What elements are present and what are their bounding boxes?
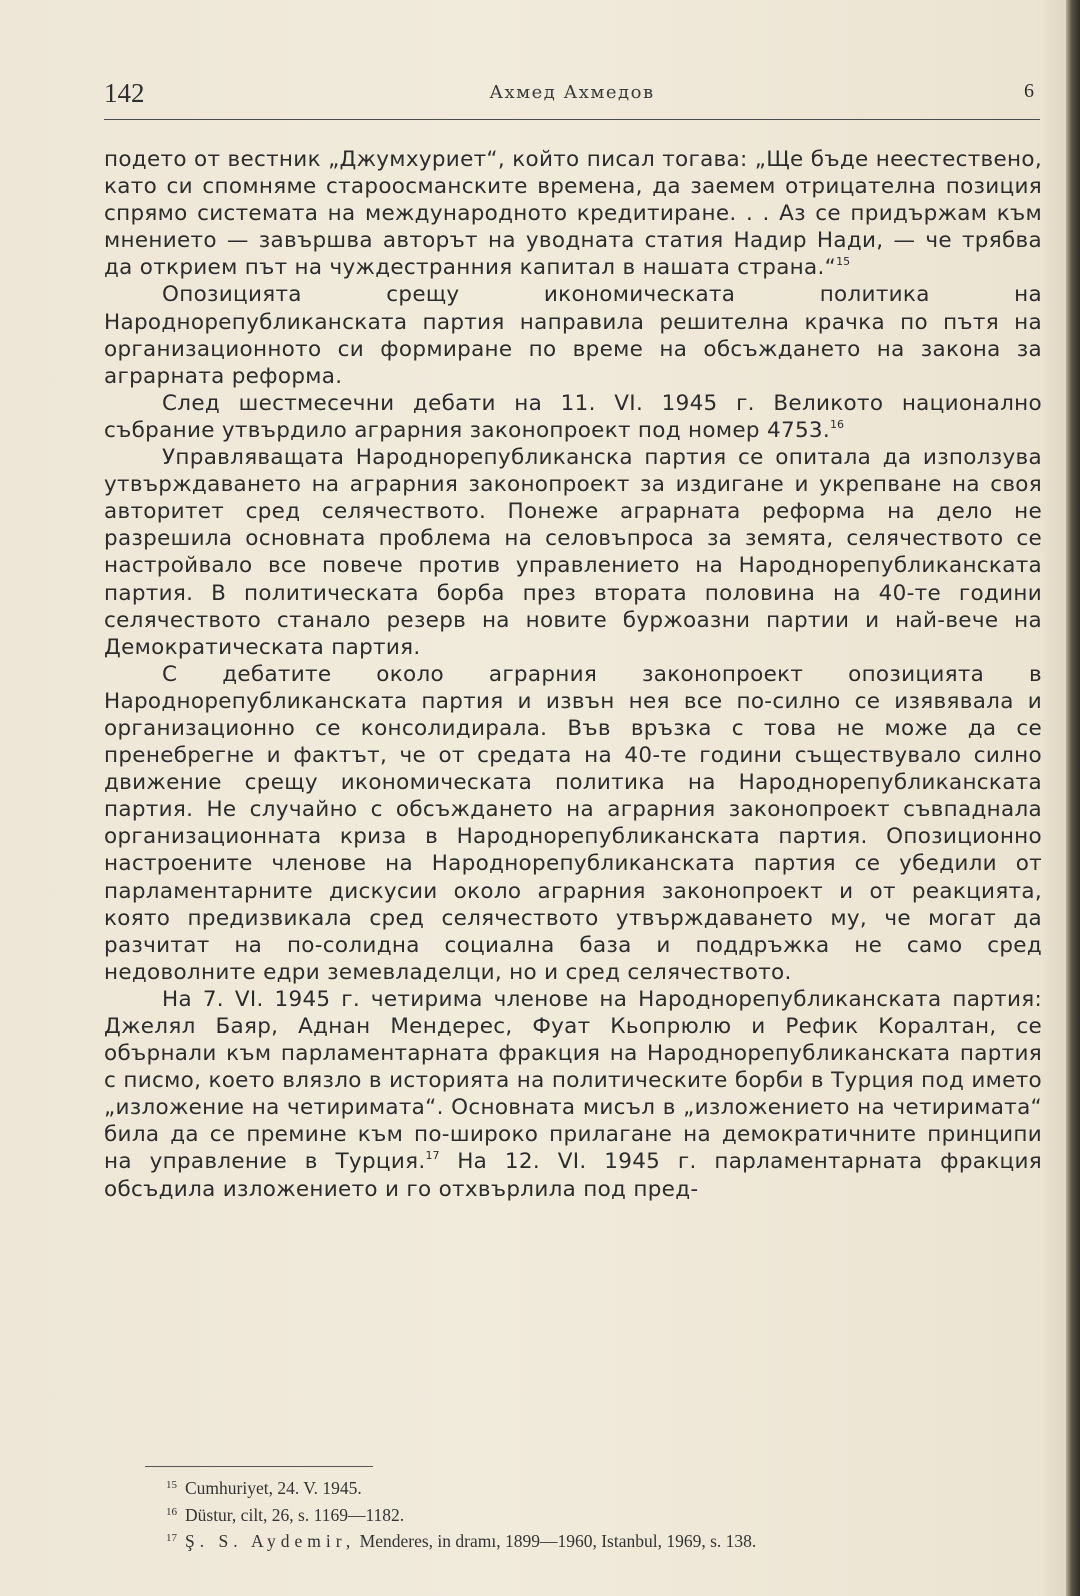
running-head xyxy=(104,78,1040,112)
paragraph: Управляващата Народнорепубликанска партия се опитала да използува утвърждаването на аграрния законопроект за издигане и укрепване на своя авторитет сред селячеството. Понеже аграрната реформа на дело не разрешила основната проблема на селовъпроса за земята, селячеството се настройвало все повече против управлението на Народнорепубликанската партия. В политическата борба през втората половина на 40-те години селячеството станало резерв на новите буржоазни партии и най-вече на Демократическата партия. xyxy=(104,445,1042,660)
footnote-text: Düstur, cilt, 26, s. 1169—1182. xyxy=(185,1504,405,1525)
paragraph: С дебатите около аграрния законопроект опозицията в Народнорепубликанската партия и извън нея все по-силно се изявявала и организационно се консолидирала. Във връзка с това не може да се пренебрегне и фактът, че от средата на 40-те години съществувало силно движение срещу икономическата политика на Народнорепубликанската партия. Не случайно с обсъждането на аграрния законопроект съвпаднала организационната криза в Народнорепубликанската партия. Опозиционно настроените членове на Народнорепубликанската партия се убедили от парламентарните дискусии около аграрния законопроект и от реакцията, която предизвикала сред селячеството утвърждаването му, че могат да разчитат на по-солидна социална база и поддръжка не само сред недоволните едри земевладелци, но и сред селячеството. xyxy=(104,661,1042,985)
footnote xyxy=(166,1527,1046,1554)
footnote-rule xyxy=(145,1466,373,1467)
footnote-number: 16 xyxy=(166,1505,177,1518)
footnote xyxy=(166,1474,1046,1501)
footnote-ref: 16 xyxy=(830,417,845,431)
header-rule xyxy=(104,119,1040,120)
body-text xyxy=(104,146,1042,1203)
footnote-number: 17 xyxy=(166,1532,177,1544)
footnote-number: 15 xyxy=(166,1479,177,1491)
section-marker: 6 xyxy=(1024,80,1034,102)
paragraph: След шестмесечни дебати на 11. VI. 1945 г. Великото национално събрание утвърдило аграрния законопроект под номер 4753.16 xyxy=(104,390,1042,443)
paragraph: На 7. VI. 1945 г. четирима членове на Народнорепубликанската партия: Джелял Баяр, Аднан Мендерес, Фуат Кьопрюлю и Рефик Коралтан, се обърнали към парламентарната фракция на Народнорепубликанската партия с писмо, което влязло в историята на политическите борби в Турция под името „изложение на четиримата“. Основната мисъл в „изложението на четиримата“ била да се премине към по-широко прилагане на демократичните принципи на управление в Турция.$^{17}$ На 12. VI. 1945 г. парламентарната фракция обсъдила изложението и го отхвърлила под пред- xyxy=(104,986,1042,1202)
paragraph: Опозицията срещу икономическата политика на Народнорепубликанската партия направила решителна крачка по пътя на организационното си формиране по време на обсъждането на закона за аграрната реформа. xyxy=(104,282,1042,389)
footnote-text: Cumhuriyet, 24. V. 1945. xyxy=(185,1478,362,1498)
footnote-ref: 17 xyxy=(425,1149,440,1163)
footnote-ref: 15 xyxy=(836,255,851,269)
footnote-text: Menderes, in dramı, 1899—1960, Istanbul, 1969, s. 138. xyxy=(359,1531,757,1551)
footnote-author: Ş. S. Aydemir, xyxy=(185,1531,356,1551)
running-title: Ахмед Ахмедов xyxy=(489,82,655,103)
footnote xyxy=(166,1501,1046,1528)
book-spine-edge xyxy=(1066,0,1080,1596)
paragraph: подето от вестник „Джумхуриет“, който писал тогава: „Ще бъде неестествено, като си спомняме староосманските времена, да заемем отрицателна позиция спрямо системата на международното кредитиране. . . Аз се придържам към мнението — завършва авторът на уводната статия Надир Нади, — че трябва да открием път на чуждестранния капитал в нашата страна.“$^{15}$ xyxy=(104,147,1042,281)
page-number: 142 xyxy=(104,78,145,108)
footnotes xyxy=(166,1474,1046,1554)
